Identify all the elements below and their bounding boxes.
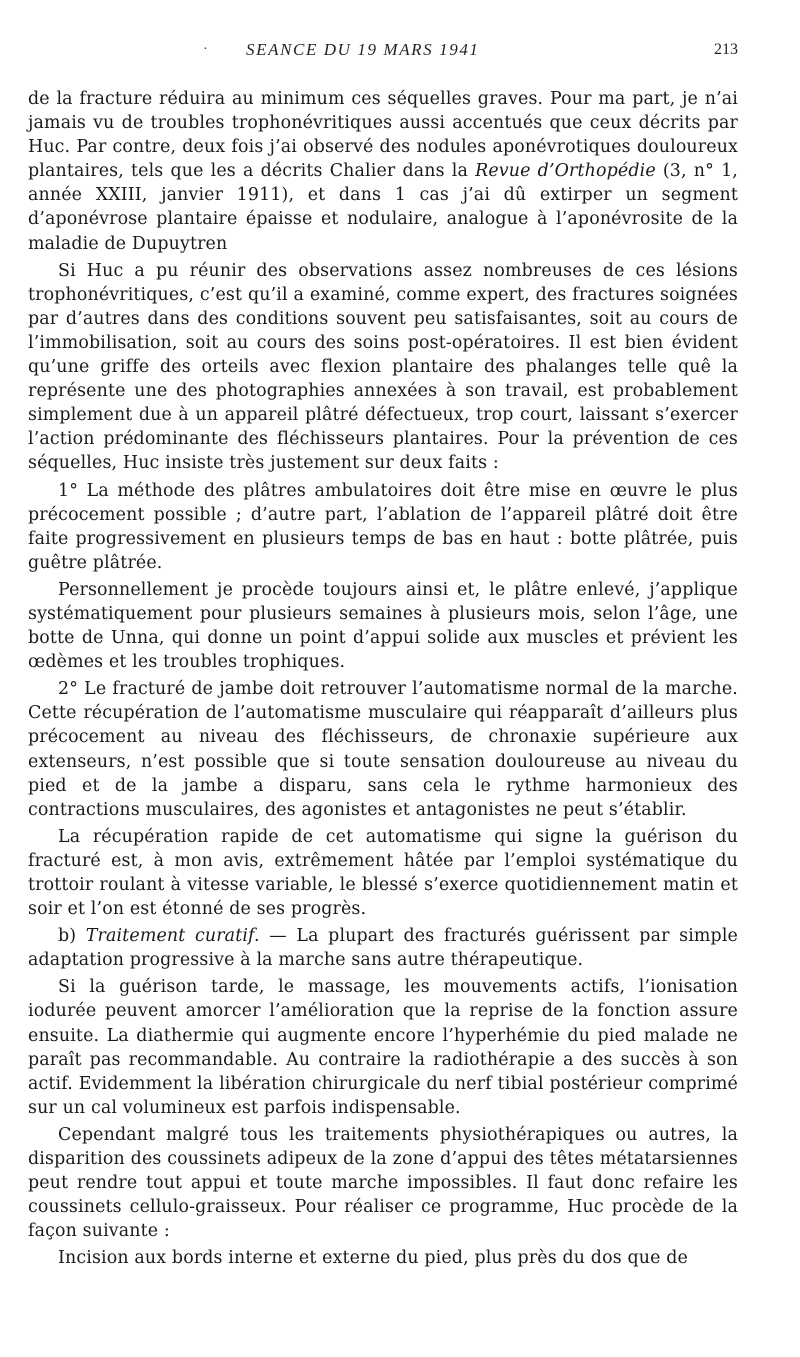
paragraph-7 <box>28 924 738 972</box>
paragraph-10: Incision aux bords interne et externe du pied, plus près du dos que de <box>58 1248 688 1269</box>
paragraph-1 <box>28 87 738 256</box>
paragraph-2: Si Huc a pu réunir des observations assez nombreuses de ces lésions trophonévritiques, c’est qu’il a examiné, comme expert, des fractures soignées par d’autres dans des conditions souvent peu satisfaisantes, soit au cours de l’immobilisation, soit au cours des soins post-opératoires. Il est bien évident qu’une griffe des orteils avec flexion plantaire des phalanges telle quê la représente une des photographies annexées à son travail, est probablement simplement due à un appareil plâtré défectueux, trop court, laissant s’exercer l’action prédominante des fléchisseurs plantaires. Pour la prévention de ces séquelles, Huc insiste très justement sur deux faits : <box>28 260 738 474</box>
paragraph-3: 1° La méthode des plâtres ambulatoires doit être mise en œuvre le plus précocement possible ; d’autre part, l’ablation de l’appareil plâtré doit être faite progressivement en plusieurs temps de bas en haut : botte plâtrée, puis guêtre plâtrée. <box>28 480 738 573</box>
paragraph-1-text-start: de la fracture réduira au minimum ces séquelles graves. Pour ma part, je n’ai jamais vu de troubles trophonévritiques aussi accentués que ceux décrits par Huc. Par contre, deux fois j’ai observé des nodules aponévrotiques douloureux plantaires, tels que les a décrits Chalier dans la <box>28 89 738 182</box>
paragraph-9: Cependant malgré tous les traitements physiothérapiques ou autres, la disparition des coussinets adipeux de la zone d’appui des têtes métatarsiennes peut rendre tout appui et toute marche impossibles. Il faut donc refaire les coussinets cellulo-graisseux. Pour réaliser ce programme, Huc procède de la façon suivante : <box>28 1124 738 1242</box>
paragraph-7-label: b) <box>58 926 86 947</box>
paragraph-5: 2° Le fracturé de jambe doit retrouver l’automatisme normal de la marche. Cette récupération de l’automatisme musculaire qui réapparaît d’ailleurs plus précocement au niveau des fléchisseurs, de chronaxie supérieure aux extenseurs, n’est possible que si toute sensation douloureuse au niveau du pied et de la jambe a disparu, sans cela le rythme harmonieux des contractions musculaires, des agonistes et antagonistes ne peut s’établir. <box>28 679 738 820</box>
paragraph-1-text-end: (3, n° 1, année XXIII, janvier 1911), et dans 1 cas j’ai dû extirper un segment d’aponévrose plantaire épaisse et nodulaire, analogue à l’aponévrosite de la maladie de Dupuytren <box>28 161 738 254</box>
section-heading-italic: Traitement curatif. <box>85 926 260 947</box>
running-title: SEANCE DU 19 MARS 1941 <box>246 40 480 59</box>
journal-title-italic: Revue d’Orthopédie <box>475 161 656 182</box>
paragraph-4: Personnellement je procède toujours ainsi et, le plâtre enlevé, j’applique systématiquement pour plusieurs semaines à plusieurs mois, selon l’âge, une botte de Unna, qui donne un point d’appui solide aux muscles et prévient les œdèmes et les troubles trophiques. <box>28 579 738 673</box>
paragraph-6: La récupération rapide de cet automatisme qui signe la guérison du fracturé est, à mon avis, extrêmement hâtée par l’emploi systématique du trottoir roulant à vitesse variable, le blessé s’exerce quotidiennement matin et soir et l’on est étonné de ses progrès. <box>28 826 738 920</box>
page-number: 213 <box>714 41 738 58</box>
paragraph-8: Si la guérison tarde, le massage, les mouvements actifs, l’ionisation iodurée peuvent amorcer l’amélioration que la reprise de la fonction assure ensuite. La diathermie qui augmente encore l’hyperhémie du pied malade ne paraît pas recommandable. Au contraire la radiothérapie a des succès à son actif. Evidemment la libération chirurgicale du nerf tibial postérieur comprimé sur un cal volumineux est parfois indispensable. <box>28 977 738 1118</box>
page-header <box>0 40 800 66</box>
header-bullet: · <box>203 42 208 57</box>
body-text <box>28 87 738 1271</box>
paragraph-7-text: — La plupart des fracturés guérissent par simple adaptation progressive à la marche sans autre thérapeutique. <box>28 926 738 971</box>
